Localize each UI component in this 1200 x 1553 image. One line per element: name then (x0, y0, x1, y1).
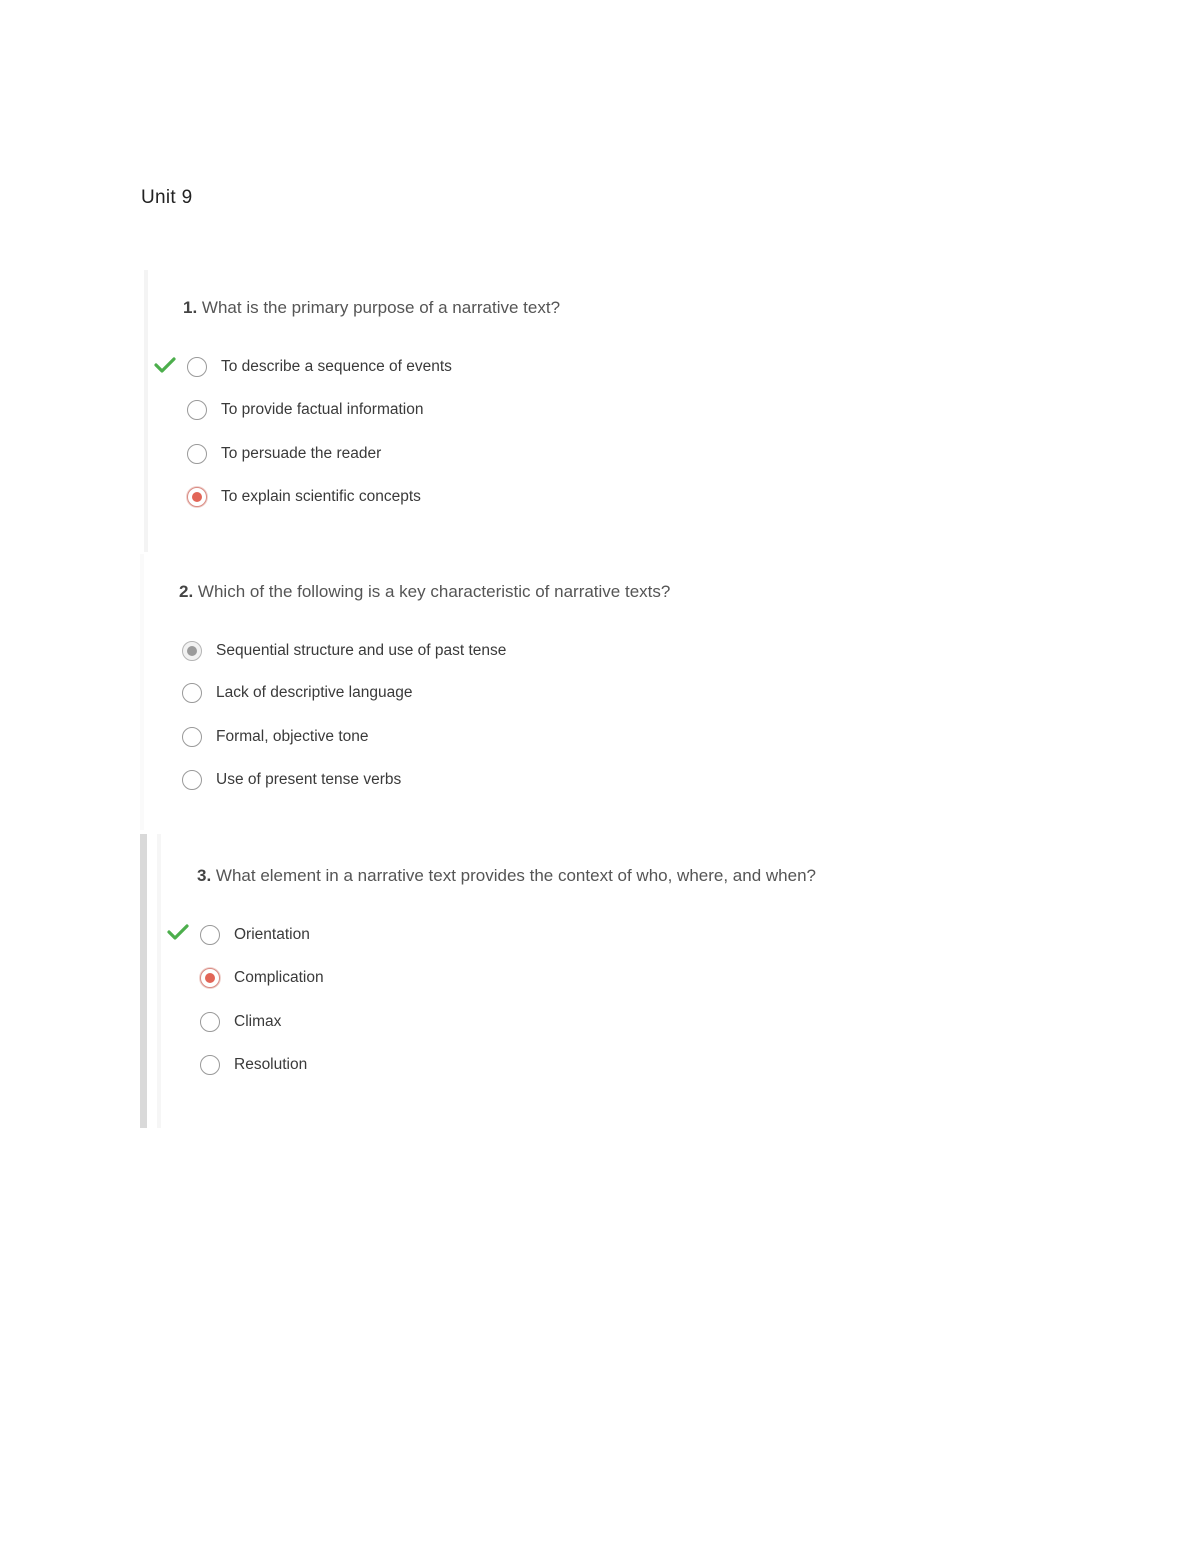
option-label: Climax (234, 1013, 282, 1030)
radio-icon[interactable] (182, 727, 202, 747)
answer-option[interactable] (187, 484, 421, 510)
answer-option[interactable] (187, 397, 423, 423)
question-number: 2. (179, 582, 194, 601)
answer-option[interactable] (182, 767, 401, 793)
answer-option[interactable] (187, 354, 452, 380)
page-title: Unit 9 (141, 187, 193, 208)
question-number: 3. (197, 866, 212, 885)
radio-icon[interactable] (182, 641, 202, 661)
answer-option[interactable] (200, 922, 310, 948)
option-label: To provide factual information (221, 401, 424, 418)
option-label: Use of present tense verbs (216, 771, 402, 788)
answer-option[interactable] (182, 638, 506, 664)
answer-option[interactable] (200, 1009, 281, 1035)
radio-icon[interactable] (200, 968, 220, 988)
option-label: To persuade the reader (221, 445, 382, 462)
radio-icon[interactable] (200, 1012, 220, 1032)
radio-icon[interactable] (182, 683, 202, 703)
question-prompt: What is the primary purpose of a narrative text? (201, 298, 561, 317)
answer-option[interactable] (200, 965, 324, 991)
radio-icon[interactable] (200, 1055, 220, 1075)
question-prompt: What element in a narrative text provides the context of who, where, and when? (215, 866, 816, 885)
radio-icon[interactable] (187, 487, 207, 507)
option-label: Lack of descriptive language (216, 684, 413, 701)
question-block (140, 554, 840, 830)
question-block-bar (157, 834, 161, 1128)
question-block (140, 834, 940, 1128)
check-icon (167, 923, 189, 941)
radio-icon[interactable] (187, 357, 207, 377)
question-block-bar (140, 554, 144, 830)
option-label: Formal, objective tone (216, 728, 369, 745)
radio-icon[interactable] (200, 925, 220, 945)
question-block-bar (140, 834, 147, 1128)
question-block (144, 270, 844, 552)
option-label: Sequential structure and use of past tense (216, 642, 507, 659)
option-label: Orientation (234, 926, 310, 943)
question-text (197, 866, 816, 886)
check-icon (154, 356, 176, 374)
question-text (179, 582, 670, 602)
option-label: To describe a sequence of events (221, 358, 452, 375)
answer-option[interactable] (187, 441, 381, 467)
question-number: 1. (183, 298, 198, 317)
option-label: Resolution (234, 1056, 308, 1073)
question-block-bar (144, 270, 148, 552)
question-text (183, 298, 560, 318)
question-prompt: Which of the following is a key characteristic of narrative texts? (197, 582, 671, 601)
radio-icon[interactable] (187, 444, 207, 464)
option-label: Complication (234, 969, 324, 986)
answer-option[interactable] (182, 724, 369, 750)
option-label: To explain scientific concepts (221, 488, 421, 505)
radio-icon[interactable] (182, 770, 202, 790)
radio-icon[interactable] (187, 400, 207, 420)
answer-option[interactable] (200, 1052, 307, 1078)
answer-option[interactable] (182, 680, 412, 706)
